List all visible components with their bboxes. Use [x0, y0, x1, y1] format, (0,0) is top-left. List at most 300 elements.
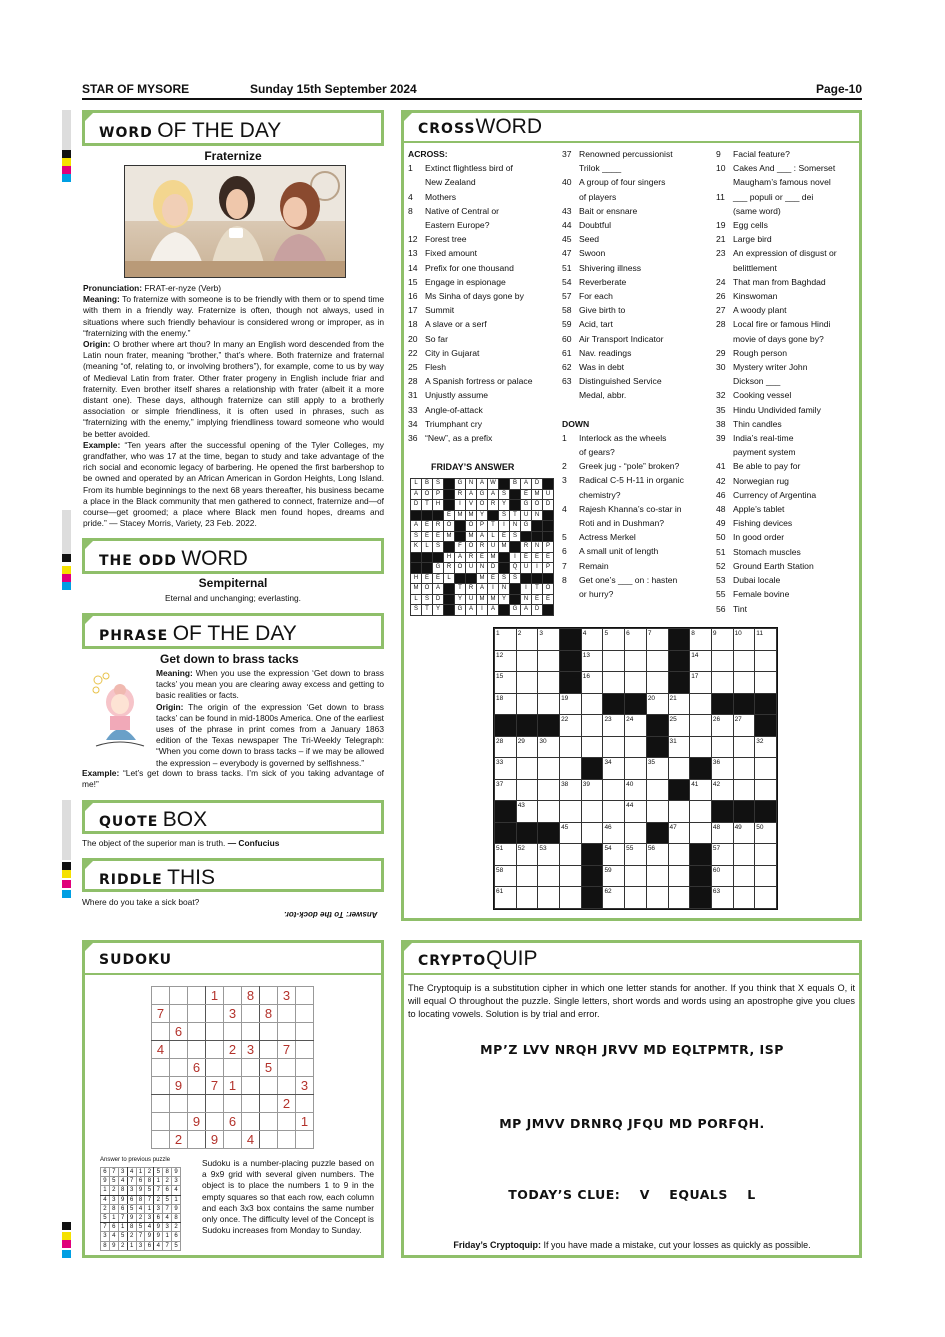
grid-cell	[755, 887, 777, 909]
grid-cell: 42	[711, 779, 733, 801]
grid-cell: 46	[603, 822, 625, 844]
clue-item	[562, 544, 712, 558]
clue-number: 50	[716, 532, 726, 543]
answer-cell: S	[499, 489, 510, 500]
answer-cell: H	[433, 500, 444, 511]
riddle-question: Where do you take a sick boat?	[82, 897, 200, 907]
black-square	[532, 531, 543, 542]
sudoku-cell	[242, 1023, 260, 1041]
sudoku-cell	[296, 1041, 314, 1059]
clue-number: 31	[408, 390, 418, 401]
clue-number: 25	[408, 362, 418, 373]
sudoku-answer-cell: 7	[118, 1213, 127, 1222]
black-square	[495, 822, 517, 844]
clue-item	[716, 602, 856, 616]
sudoku-answer-cell: 1	[127, 1241, 136, 1250]
grid-row	[495, 758, 777, 780]
friday-answer-label: FRIDAY’S ANSWER	[431, 462, 515, 472]
quote: The object of the superior man is truth.	[82, 838, 228, 848]
black-square	[422, 510, 433, 521]
sudoku-cell	[296, 1005, 314, 1023]
answer-cell: T	[422, 500, 433, 511]
answer-cell: E	[422, 531, 433, 542]
clue-item	[716, 488, 856, 502]
clue-text: Facial feature?	[733, 149, 790, 159]
black-square	[510, 594, 521, 605]
grid-cell: 19	[560, 693, 582, 715]
odd-word: Sempiternal	[198, 576, 268, 590]
sudoku-answer-cell: 5	[118, 1232, 127, 1241]
clue-number: 47	[562, 248, 572, 259]
grid-cell	[516, 779, 538, 801]
answer-cell: A	[411, 489, 422, 500]
grid-cell: 50	[755, 822, 777, 844]
sudoku-cell: 9	[170, 1077, 188, 1095]
sudoku-cell	[170, 1041, 188, 1059]
grid-cell	[560, 887, 582, 909]
grid-cell: 57	[711, 844, 733, 866]
black-square	[444, 500, 455, 511]
answer-cell: P	[477, 521, 488, 532]
sudoku-answer-cell: 4	[101, 1195, 110, 1204]
clue-item	[408, 303, 558, 317]
sudoku-answer-cell: 1	[163, 1232, 172, 1241]
sudoku-cell	[278, 1077, 296, 1095]
grid-cell: 18	[495, 693, 517, 715]
clue-text: Dubai locale	[733, 575, 781, 586]
answer-cell: H	[444, 552, 455, 563]
sudoku-answer-cell: 6	[154, 1213, 163, 1222]
clue-text: Be able to pay for	[733, 461, 801, 472]
clue-text: payment system	[733, 447, 796, 458]
clue-text: chemistry?	[579, 489, 621, 500]
clue-item	[408, 275, 558, 289]
clue-text: A small unit of length	[579, 546, 659, 557]
black-square	[521, 531, 532, 542]
clue-item	[562, 431, 712, 445]
clue-text: Cakes And ___ : Somerset	[733, 163, 836, 174]
clue-number: 22	[408, 347, 418, 358]
clue-item	[716, 175, 856, 189]
answer-cell: I	[532, 563, 543, 574]
clue-item	[408, 232, 558, 246]
answer-cell: E	[521, 552, 532, 563]
grid-cell: 29	[516, 736, 538, 758]
label: Meaning:	[83, 294, 120, 305]
grid-cell	[646, 865, 668, 887]
clue-text: Interlock as the wheels	[579, 432, 667, 443]
answer-cell: M	[477, 594, 488, 605]
sudoku-answer-cell: 1	[118, 1223, 127, 1232]
sudoku-cell: 7	[152, 1005, 170, 1023]
grid-cell: 9	[711, 629, 733, 651]
clue-item	[562, 190, 712, 204]
clue-number: 28	[408, 376, 418, 387]
black-square	[581, 758, 603, 780]
grid-cell	[625, 822, 647, 844]
grid-row	[495, 650, 777, 672]
grid-row	[495, 844, 777, 866]
answer-cell: P	[543, 542, 554, 553]
clue-text: So far	[425, 333, 448, 344]
grid-cell	[733, 736, 755, 758]
clue-item	[408, 161, 558, 175]
down-clues-column	[716, 147, 856, 616]
sudoku-cell	[224, 1023, 242, 1041]
sudoku-cell: 3	[242, 1041, 260, 1059]
clue-text: Acid, tart	[579, 319, 613, 330]
registration-mark	[62, 862, 71, 870]
grid-cell: 31	[668, 736, 690, 758]
sudoku-cell	[278, 1131, 296, 1149]
answer-cell: L	[444, 573, 455, 584]
clue-text: Angle-of-attack	[425, 404, 483, 415]
sudoku-cell: 7	[206, 1077, 224, 1095]
phrase-meaning: When you use the expression ‘Get down to brass tacks’ you mean you are clearing away excess and getting to basic realities or facts.	[156, 668, 384, 701]
answer-cell: O	[477, 500, 488, 511]
clue-item	[716, 246, 856, 260]
grid-cell: 36	[711, 758, 733, 780]
sudoku-answer-cell: 3	[101, 1232, 110, 1241]
clue-item	[408, 431, 558, 445]
sudoku-answer-cell: 7	[136, 1232, 145, 1241]
sudoku-answer-row	[101, 1232, 181, 1241]
answer-cell: R	[433, 521, 444, 532]
sudoku-answer-cell: 2	[109, 1186, 118, 1195]
page-number: Page-10	[815, 82, 862, 96]
black-square	[733, 801, 755, 823]
sudoku-cell	[206, 1095, 224, 1113]
sudoku-cell	[188, 1095, 206, 1113]
clue-text: Rajesh Khanna’s co-star in	[579, 503, 682, 514]
clue-item	[408, 360, 558, 374]
sudoku-answer-cell: 3	[136, 1241, 145, 1250]
grid-cell	[755, 672, 777, 694]
answer-cell: O	[466, 542, 477, 553]
black-square	[444, 479, 455, 490]
clue-item	[716, 417, 856, 431]
clue-text: Dickson ___	[733, 376, 781, 387]
sudoku-answer-cell: 3	[145, 1213, 154, 1222]
sudoku-answer-cell: 8	[145, 1177, 154, 1186]
sudoku-cell	[242, 1095, 260, 1113]
sudoku-answer-cell: 1	[109, 1213, 118, 1222]
sudoku-cell	[188, 1005, 206, 1023]
answer-cell: A	[411, 521, 422, 532]
riddle-answer: Answer: To the dock-tor.	[284, 910, 378, 919]
black-square	[543, 479, 554, 490]
grid-cell: 33	[495, 758, 517, 780]
clue-item	[716, 204, 856, 218]
clue-text: Shivering illness	[579, 262, 642, 273]
answer-cell: T	[455, 584, 466, 595]
answer-cell: E	[543, 594, 554, 605]
answer-cell: A	[466, 489, 477, 500]
grid-cell: 52	[516, 844, 538, 866]
answer-cell: B	[422, 479, 433, 490]
sudoku-cell	[296, 1095, 314, 1113]
sudoku-answer-cell: 1	[145, 1204, 154, 1213]
sudoku-answer-cell: 5	[172, 1241, 181, 1250]
clue-number: 43	[562, 205, 572, 216]
grid-cell	[711, 650, 733, 672]
clue-number: 8	[408, 205, 413, 216]
friday-crossword-answer	[410, 478, 554, 616]
grid-cell	[603, 736, 625, 758]
clue-text: Bait or ensnare	[579, 205, 638, 216]
black-square	[560, 629, 582, 651]
answer-cell: N	[532, 542, 543, 553]
grid-cell	[711, 736, 733, 758]
grid-row	[495, 736, 777, 758]
grid-cell: 26	[711, 715, 733, 737]
grid-cell: 14	[690, 650, 712, 672]
sudoku-cell	[206, 1113, 224, 1131]
sudoku-answer-row	[101, 1168, 181, 1177]
cryptoquip-clue: TODAY’S CLUE: V EQUALS L	[508, 1187, 756, 1202]
quote-author: — Confucius	[227, 838, 280, 848]
clue-text: Thin candles	[733, 418, 782, 429]
clue-item	[562, 147, 712, 161]
clue-item	[716, 232, 856, 246]
heading-large: WORD	[181, 547, 248, 570]
sudoku-answer-cell: 1	[154, 1177, 163, 1186]
quote-heading	[82, 800, 384, 834]
grid-cell: 35	[646, 758, 668, 780]
grid-cell: 6	[625, 629, 647, 651]
answer-cell: S	[433, 542, 444, 553]
answer-cell: U	[521, 563, 532, 574]
answer-cell: M	[411, 584, 422, 595]
down-label: DOWN	[562, 418, 590, 429]
clue-number: 19	[716, 220, 726, 231]
clue-number	[716, 175, 733, 189]
grid-cell: 41	[690, 779, 712, 801]
answer-cell: S	[411, 531, 422, 542]
grid-cell	[603, 672, 625, 694]
clue-number	[716, 332, 733, 346]
clue-number	[716, 445, 733, 459]
sudoku-description: Sudoku is a number-placing puzzle based on a 9x9 grid with several given numbers. The object is to place the numbers 1 to 9 in the empty squares so that each row, each column and each 3x3 box contains the same number only once. The difficulty level of the Concept is Sudoku increases from Monday to Sunday.	[202, 1158, 374, 1236]
clue-text: Renowned percussionist	[579, 149, 673, 159]
clue-number: 16	[408, 291, 418, 302]
sudoku-answer-cell: 3	[109, 1195, 118, 1204]
clue-text: Forest tree	[425, 234, 467, 245]
clue-item	[716, 573, 856, 587]
clue-number: 35	[716, 404, 726, 415]
clue-text: Extinct flightless bird of	[425, 163, 513, 174]
grid-cell	[603, 801, 625, 823]
clue-number	[716, 261, 733, 275]
black-square	[690, 865, 712, 887]
registration-mark	[62, 158, 71, 166]
answer-cell: K	[411, 542, 422, 553]
sudoku-answer-cell: 6	[101, 1168, 110, 1177]
grid-cell	[646, 801, 668, 823]
answer-cell: T	[510, 510, 521, 521]
answer-row	[411, 542, 554, 553]
grid-row	[495, 822, 777, 844]
clue-text: Eastern Europe?	[425, 220, 490, 231]
answer-cell: R	[444, 563, 455, 574]
answer-cell: I	[521, 584, 532, 595]
grid-cell	[690, 801, 712, 823]
odd-word-definition: Eternal and unchanging; everlasting.	[165, 593, 301, 603]
sudoku-answer-cell: 2	[163, 1177, 172, 1186]
cryptoquip-line-2: MP JMVV DRNRQ JFQU MD PORFQH.	[499, 1116, 765, 1131]
answer-cell: I	[510, 552, 521, 563]
sudoku-answer-row	[101, 1223, 181, 1232]
grid-cell	[668, 887, 690, 909]
answer-cell: A	[477, 531, 488, 542]
clue-number: 9	[716, 149, 721, 159]
clue-item	[716, 147, 856, 161]
sudoku-cell: 1	[206, 987, 224, 1005]
clue-number	[408, 218, 425, 232]
answer-row	[411, 479, 554, 490]
sudoku-answer-cell: 2	[172, 1223, 181, 1232]
clue-number: 29	[716, 347, 726, 358]
sudoku-row	[152, 1005, 314, 1023]
clue-item	[562, 261, 712, 275]
clue-number: 27	[716, 305, 726, 316]
black-square	[444, 489, 455, 500]
grid-cell: 62	[603, 887, 625, 909]
black-square	[711, 693, 733, 715]
grid-cell: 27	[733, 715, 755, 737]
registration-mark	[62, 166, 71, 174]
answer-cell: M	[499, 542, 510, 553]
black-square	[455, 521, 466, 532]
grid-cell	[603, 779, 625, 801]
clue-text: Mothers	[425, 191, 457, 202]
grid-cell: 15	[495, 672, 517, 694]
grid-cell	[733, 844, 755, 866]
clue-text: “New”, as a prefix	[425, 433, 493, 444]
clue-number: 38	[716, 418, 726, 429]
sudoku-answer-cell: 7	[101, 1223, 110, 1232]
clue-text: Egg cells	[733, 220, 768, 231]
grid-cell: 60	[711, 865, 733, 887]
clue-text: Fishing devices	[733, 518, 793, 529]
sudoku-answer-cell: 8	[101, 1241, 110, 1250]
black-square	[755, 801, 777, 823]
registration-mark	[62, 1232, 71, 1240]
sudoku-cell: 2	[170, 1131, 188, 1149]
sudoku-cell	[242, 1113, 260, 1131]
answer-cell: R	[488, 500, 499, 511]
black-square	[455, 531, 466, 542]
clue-item	[562, 204, 712, 218]
clue-number: 20	[408, 333, 418, 344]
clue-item	[562, 346, 712, 360]
grid-cell	[646, 650, 668, 672]
black-square	[690, 758, 712, 780]
clue-text: Distinguished Service	[579, 376, 662, 387]
black-square	[411, 563, 422, 574]
clue-text: Tint	[733, 603, 748, 614]
clue-number: 45	[562, 234, 572, 245]
grid-cell	[711, 672, 733, 694]
answer-cell: O	[422, 584, 433, 595]
clue-item	[408, 175, 558, 189]
clue-item	[408, 374, 558, 388]
answer-cell: U	[488, 542, 499, 553]
clue-text: India’s real-time	[733, 433, 794, 444]
sudoku-cell: 1	[224, 1077, 242, 1095]
answer-cell: G	[433, 563, 444, 574]
registration-mark	[62, 1240, 71, 1248]
clue-number: 61	[562, 347, 572, 358]
clue-item	[408, 346, 558, 360]
sudoku-cell: 2	[224, 1041, 242, 1059]
answer-cell: P	[433, 489, 444, 500]
black-square	[581, 887, 603, 909]
clue-item	[716, 303, 856, 317]
sudoku-answer-cell: 2	[145, 1168, 154, 1177]
across-label: ACROSS:	[408, 149, 448, 159]
grid-cell: 17	[690, 672, 712, 694]
sudoku-cell	[170, 1113, 188, 1131]
registration-mark	[62, 880, 71, 888]
heading-large: WORD	[475, 115, 542, 138]
grid-cell	[516, 887, 538, 909]
grid-cell	[560, 758, 582, 780]
clue-number: 51	[716, 546, 726, 557]
sudoku-cell	[188, 1041, 206, 1059]
answer-cell: G	[455, 479, 466, 490]
sudoku-cell	[188, 987, 206, 1005]
answer-cell: D	[488, 563, 499, 574]
clue-text: Local fire or famous Hindi	[733, 319, 831, 330]
label: Origin:	[83, 339, 111, 350]
answer-cell: G	[521, 500, 532, 511]
grid-cell: 28	[495, 736, 517, 758]
clue-item	[562, 161, 712, 175]
clue-text: Seed	[579, 234, 600, 245]
sudoku-answer-cell: 6	[145, 1241, 154, 1250]
clue-item	[562, 218, 712, 232]
sudoku-cell	[260, 1023, 278, 1041]
clue-number: 33	[408, 404, 418, 415]
answer-cell: A	[477, 584, 488, 595]
answer-cell: O	[422, 489, 433, 500]
black-square	[690, 844, 712, 866]
grid-cell	[538, 865, 560, 887]
clue-item	[716, 374, 856, 388]
clue-text: Rough person	[733, 347, 787, 358]
clue-number: 34	[408, 418, 418, 429]
black-square	[499, 605, 510, 616]
answer-cell: E	[422, 573, 433, 584]
answer-cell: S	[422, 594, 433, 605]
sudoku-answer-cell: 5	[101, 1213, 110, 1222]
sudoku-answer-cell: 8	[118, 1186, 127, 1195]
answer-cell: S	[510, 573, 521, 584]
grid-row	[495, 672, 777, 694]
answer-cell: G	[477, 489, 488, 500]
sudoku-answer-cell: 6	[118, 1204, 127, 1213]
black-square	[433, 552, 444, 563]
answer-cell: L	[488, 531, 499, 542]
clue-item	[408, 246, 558, 260]
answer-cell: G	[521, 521, 532, 532]
black-square	[499, 552, 510, 563]
clue-item	[716, 161, 856, 175]
black-square	[543, 605, 554, 616]
label: Example:	[83, 439, 121, 450]
paper-name: STAR OF MYSORE	[82, 82, 190, 96]
